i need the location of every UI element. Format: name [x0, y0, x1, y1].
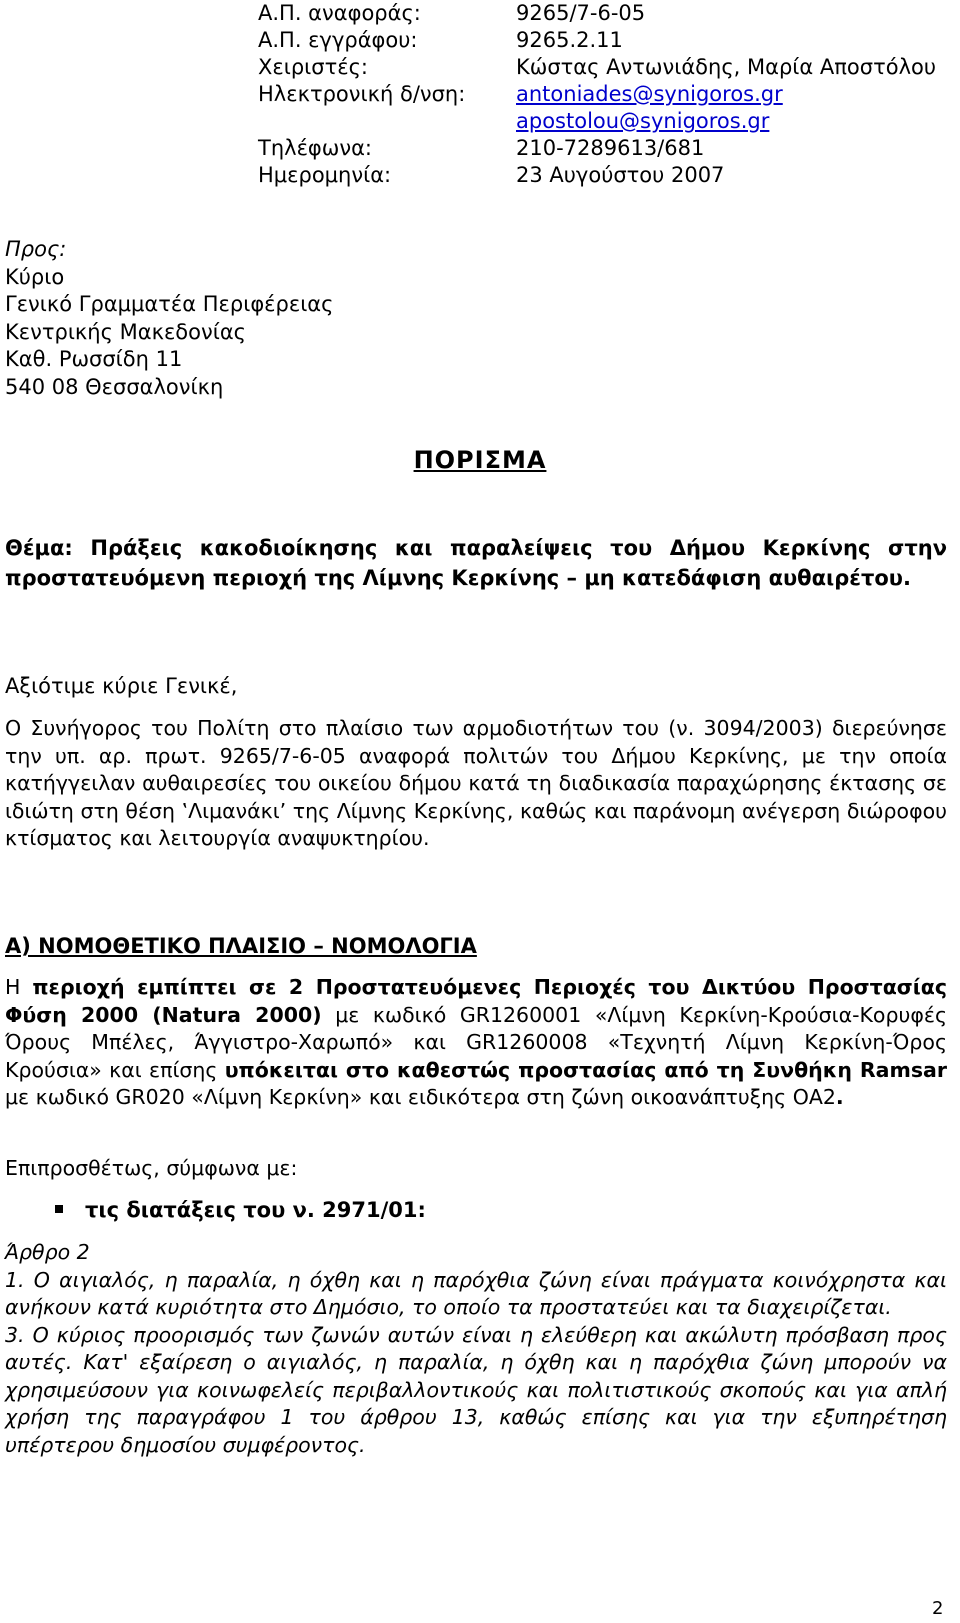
email-link[interactable]: apostolou@synigoros.gr [516, 109, 770, 133]
paragraph-additionally: Επιπροσθέτως, σύμφωνα με: [5, 1156, 298, 1180]
text-run: Η [5, 975, 33, 999]
header-value: 9265.2.11 [516, 28, 623, 52]
bullet-item [55, 1197, 426, 1224]
header-label: Α.Π. αναφοράς: [258, 1, 421, 25]
paragraph-intro: Ο Συνήγορος του Πολίτη στο πλαίσιο των αρμοδιοτήτων του (ν. 3094/2003) διερεύνησε την υπ. αρ. πρωτ. 9265/7-6-05 αναφορά πολιτών του Δήμου Κερκίνης, με την οποία κατήγγειλαν αυθαιρεσίες του οικείου δήμου κατά τη διαδικασία παραχώρησης έκτασης σε ιδιώτη στη θέση ‛Λιμανάκι’ της Λίμνης Κερκίνης, καθώς και παράνομη ανέγερση διώροφου κτίσματος και λειτουργία αναψυκτηρίου. [5, 716, 947, 850]
header-label: Τηλέφωνα: [258, 136, 373, 160]
salutation: Αξιότιμε κύριε Γενικέ, [5, 674, 238, 698]
recipient-label: Προς: [5, 237, 67, 261]
page-number: 2 [932, 1598, 944, 1619]
recipient-line: Κεντρικής Μακεδονίας [5, 319, 247, 344]
recipient-line: Καθ. Ρωσσίδη 11 [5, 347, 183, 371]
article-item: 3. Ο κύριος προορισμός των ζωνών αυτών είναι η ελεύθερη και ακώλυτη πρόσβαση προς αυτές. Κατ' εξαίρεση ο αιγιαλός, η παραλία, η όχθη και η παρόχθια ζώνη μπορούν να χρησιμεύσουν για κοινωφελείς περιβαλλοντικούς και πολιτιστικούς σκοπούς και για απλή χρήση της παραγράφου 1 του άρθρου 13, καθώς επίσης και για την εξυπηρέτηση υπέρτερου δημοσίου συμφέροντος. [5, 1322, 947, 1457]
bullet-square-icon [55, 1205, 63, 1213]
paragraph-protected-area [5, 974, 947, 1112]
header-label: Ημερομηνία: [258, 163, 392, 187]
header-label: Ηλεκτρονική δ/νση: [258, 82, 466, 106]
text-run: με κωδικό GR020 «Λίμνη Κερκίνη» και ειδικότερα στη ζώνη οικοανάπτυξης ΟΑ2 [5, 1085, 836, 1109]
recipient-line: Γενικό Γραμματέα Περιφέρειας [5, 292, 334, 316]
recipient-line: 540 08 Θεσσαλονίκη [5, 374, 224, 399]
article-block [5, 1239, 947, 1459]
recipient-line: Κύριο [5, 264, 65, 289]
bold-run: υπόκειται στο καθεστώς προστασίας από τη Συνθήκη Ramsar [224, 1057, 947, 1082]
article-item: 1. Ο αιγιαλός, η παραλία, η όχθη και η παρόχθια ζώνη είναι πράγματα κοινόχρηστα και ανήκουν κατά κυριότητα στο Δημόσιο, το οποίο τα προστατεύει και τα διαχειρίζεται. [5, 1267, 947, 1319]
article-heading: Άρθρο 2 [5, 1240, 90, 1264]
email-link[interactable]: antoniades@synigoros.gr [516, 82, 783, 106]
recipient-block [5, 236, 333, 401]
bullet-text: τις διατάξεις του ν. 2971/01: [85, 1198, 426, 1222]
text-run: με κωδικό GR1260001 «Λίμνη Κερκίνη-Κρούσια-Κορυφές Όρους Μπέλες, Άγγιστρο-Χαρωπό» και GR1260008 «Τεχνητή Λίμνη Κερκίνη-Όρος Κρούσια» και επίσης [5, 1002, 947, 1082]
header-value: Κώστας Αντωνιάδης, Μαρία Αποστόλου [516, 55, 936, 79]
bold-run: . [835, 1085, 844, 1109]
header-value: 210-7289613/681 [516, 136, 705, 160]
bold-run: περιοχή εμπίπτει σε 2 Προστατευόμενες Περιοχές του Δικτύου Προστασίας Φύση 2000 (Natura 2000) [5, 975, 947, 1027]
document-title: ΠΟΡΙΣΜΑ [413, 446, 547, 474]
header-value: 9265/7-6-05 [516, 1, 646, 25]
section-heading-a: Α) ΝΟΜΟΘΕΤΙΚΟ ΠΛΑΙΣΙΟ – ΝΟΜΟΛΟΓΙΑ [5, 934, 477, 958]
header-value: 23 Αυγούστου 2007 [516, 163, 725, 187]
header-label: Α.Π. εγγράφου: [258, 28, 418, 52]
header-label: Χειριστές: [258, 55, 368, 79]
subject: Θέμα: Πράξεις κακοδιοίκησης και παραλείψεις του Δήμου Κερκίνης στην προστατευόμενη περιοχή της Λίμνης Κερκίνης – μη κατεδάφιση αυθαιρέτου. [5, 536, 947, 590]
